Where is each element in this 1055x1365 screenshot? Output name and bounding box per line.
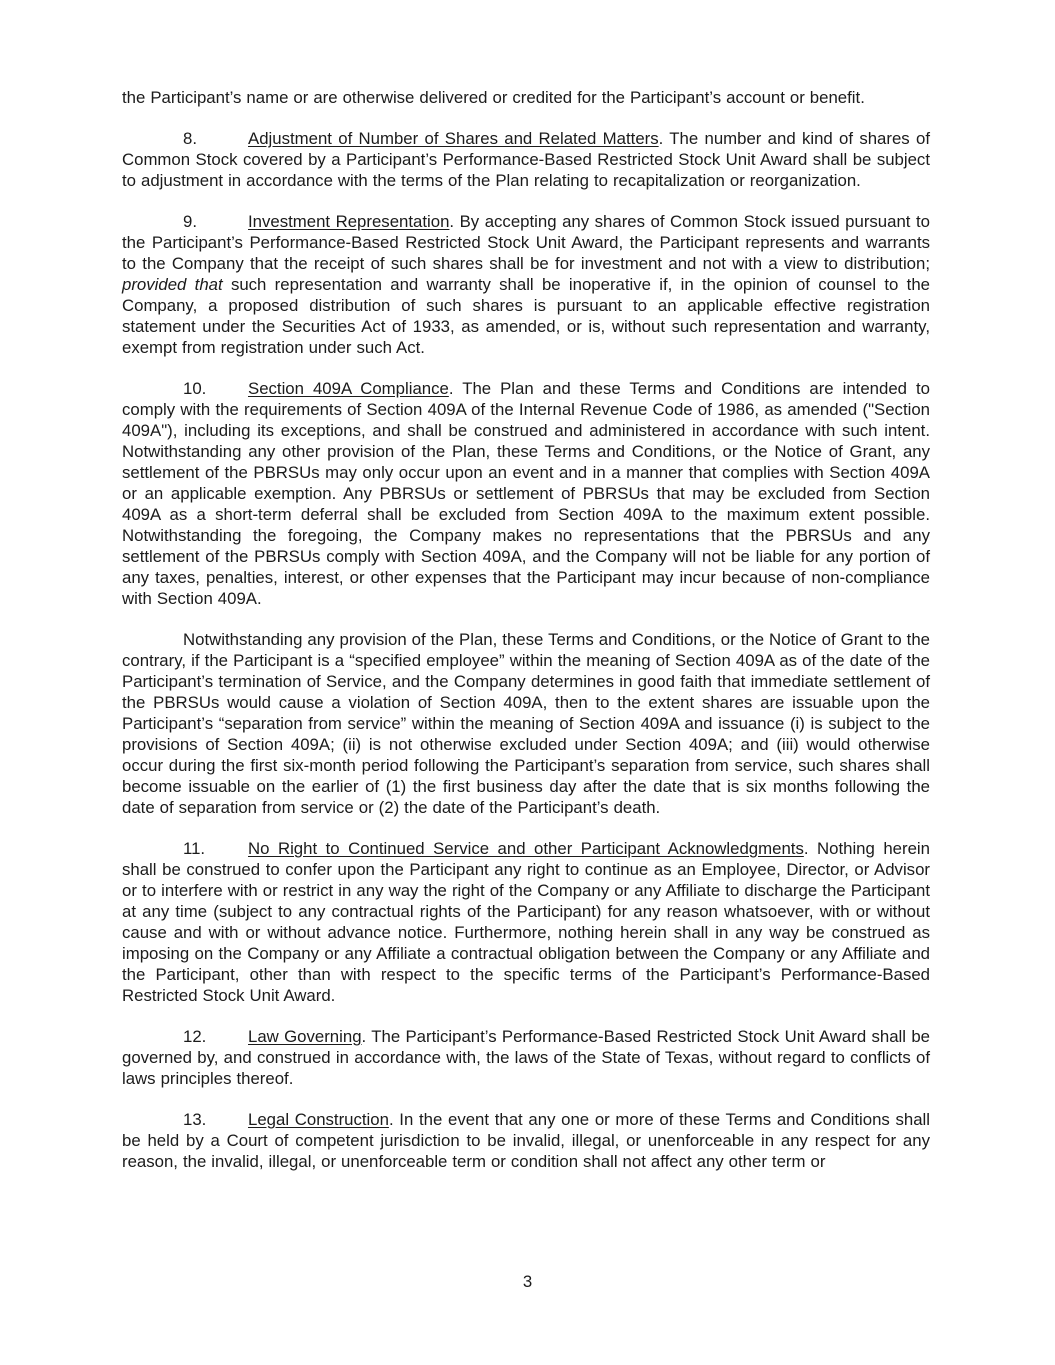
section-9-body-italic: provided that — [122, 275, 223, 294]
section-8-number: 8. — [183, 129, 197, 148]
section-8-paragraph — [122, 128, 930, 191]
section-11-paragraph — [122, 838, 930, 1006]
section-11-number: 11. — [183, 839, 206, 858]
section-9-heading: Investment Representation — [248, 212, 450, 231]
section-8-body: . The number and kind of shares of Common Stock covered by a Participant’s Performance-Based Restricted Stock Unit Award shall be subject to adjustment in accordance with the terms of the Plan relating to recapitalization or reorganization. — [122, 129, 930, 190]
section-13-number: 13. — [183, 1110, 207, 1129]
section-13-body: . In the event that any one or more of these Terms and Conditions shall be held by a Court of competent jurisdiction to be invalid, illegal, or unenforceable in any respect for any reason, the invalid, illegal, or unenforceable term or condition shall not affect any other term or — [122, 1110, 930, 1171]
document-body — [122, 87, 930, 1172]
section-12-number: 12. — [183, 1027, 207, 1046]
section-10-continuation-paragraph: Notwithstanding any provision of the Plan, these Terms and Conditions, or the Notice of Grant to the contrary, if the Participant is a “specified employee” within the meaning of Section 409A as of the date of the Participant’s termination of Service, and the Company determines in good faith that immediate settlement of the PBRSUs would cause a violation of Section 409A, then to the extent shares are issuable upon the Participant’s “separation from service” within the meaning of Section 409A and issuance (i) is subject to the provisions of Section 409A; (ii) is not otherwise excluded under Section 409A; and (iii) would otherwise occur during the first six-month period following the Participant’s separation from service, such shares shall become issuable on the earlier of (1) the first business day after the date that is six months following the date of separation from service or (2) the date of the Participant’s death. — [122, 630, 930, 817]
section-10-body: . The Plan and these Terms and Conditions are intended to comply with the requirements of Section 409A of the Internal Revenue Code of 1986, as amended ("Section 409A"), including its exceptions, and shall be construed and administered in accordance with such intent. Notwithstanding any other provision of the Plan, these Terms and Conditions, or the Notice of Grant, any settlement of the PBRSUs may only occur upon an event and in a manner that complies with Section 409A or an applicable exemption. Any PBRSUs or settlement of PBRSUs that may be excluded from Section 409A as a short-term deferral shall be excluded from Section 409A to the maximum extent possible. Notwithstanding the foregoing, the Company makes no representations that the PBRSUs and any settlement of the PBRSUs comply with Section 409A, and the Company will not be liable for any portion of any taxes, penalties, interest, or other expenses that the Participant may incur because of non-compliance with Section 409A. — [122, 379, 930, 608]
section-11-body: . Nothing herein shall be construed to confer upon the Participant any right to continue as an Employee, Director, or Advisor or to interfere with or restrict in any way the right of the Company or any Affiliate to discharge the Participant at any time (subject to any contractual rights of the Participant) for any reason whatsoever, with or without cause and with or without advance notice. Furthermore, nothing herein shall in any way be construed as imposing on the Company or any Affiliate a contractual obligation between the Company or any Affiliate and the Participant, other than with respect to the specific terms of the Participant’s Performance-Based Restricted Stock Unit Award. — [122, 839, 930, 1005]
section-10-heading: Section 409A Compliance — [248, 379, 449, 398]
section-8-heading: Adjustment of Number of Shares and Related Matters — [248, 129, 659, 148]
section-13-paragraph — [122, 1109, 930, 1172]
section-9-number: 9. — [183, 212, 197, 231]
section-11-heading: No Right to Continued Service and other Participant Acknowledgments — [248, 839, 804, 858]
section-13-heading: Legal Construction — [248, 1110, 389, 1129]
section-12-paragraph — [122, 1026, 930, 1089]
section-9-paragraph — [122, 211, 930, 358]
section-10-number: 10. — [183, 379, 207, 398]
section-9-body-post: such representation and warranty shall be inoperative if, in the opinion of counsel to the Company, a proposed distribution of such shares is pursuant to an applicable effective registration statement under the Securities Act of 1933, as amended, or is, without such representation and warranty, exempt from registration under such Act. — [122, 275, 930, 357]
section-12-heading: Law Governing — [248, 1027, 362, 1046]
intro-paragraph: the Participant’s name or are otherwise delivered or credited for the Participant’s account or benefit. — [122, 88, 865, 107]
page-number: 3 — [522, 1272, 533, 1291]
section-10-paragraph — [122, 378, 930, 609]
section-9-body-pre: . By accepting any shares of Common Stock issued pursuant to the Participant’s Performance-Based Restricted Stock Unit Award, the Participant represents and warrants to the Company that the receipt of such shares shall be for investment and not with a view to distribution; — [122, 212, 930, 273]
section-12-body: . The Participant’s Performance-Based Restricted Stock Unit Award shall be governed by, and construed in accordance with, the laws of the State of Texas, without regard to conflicts of laws principles thereof. — [122, 1027, 930, 1088]
